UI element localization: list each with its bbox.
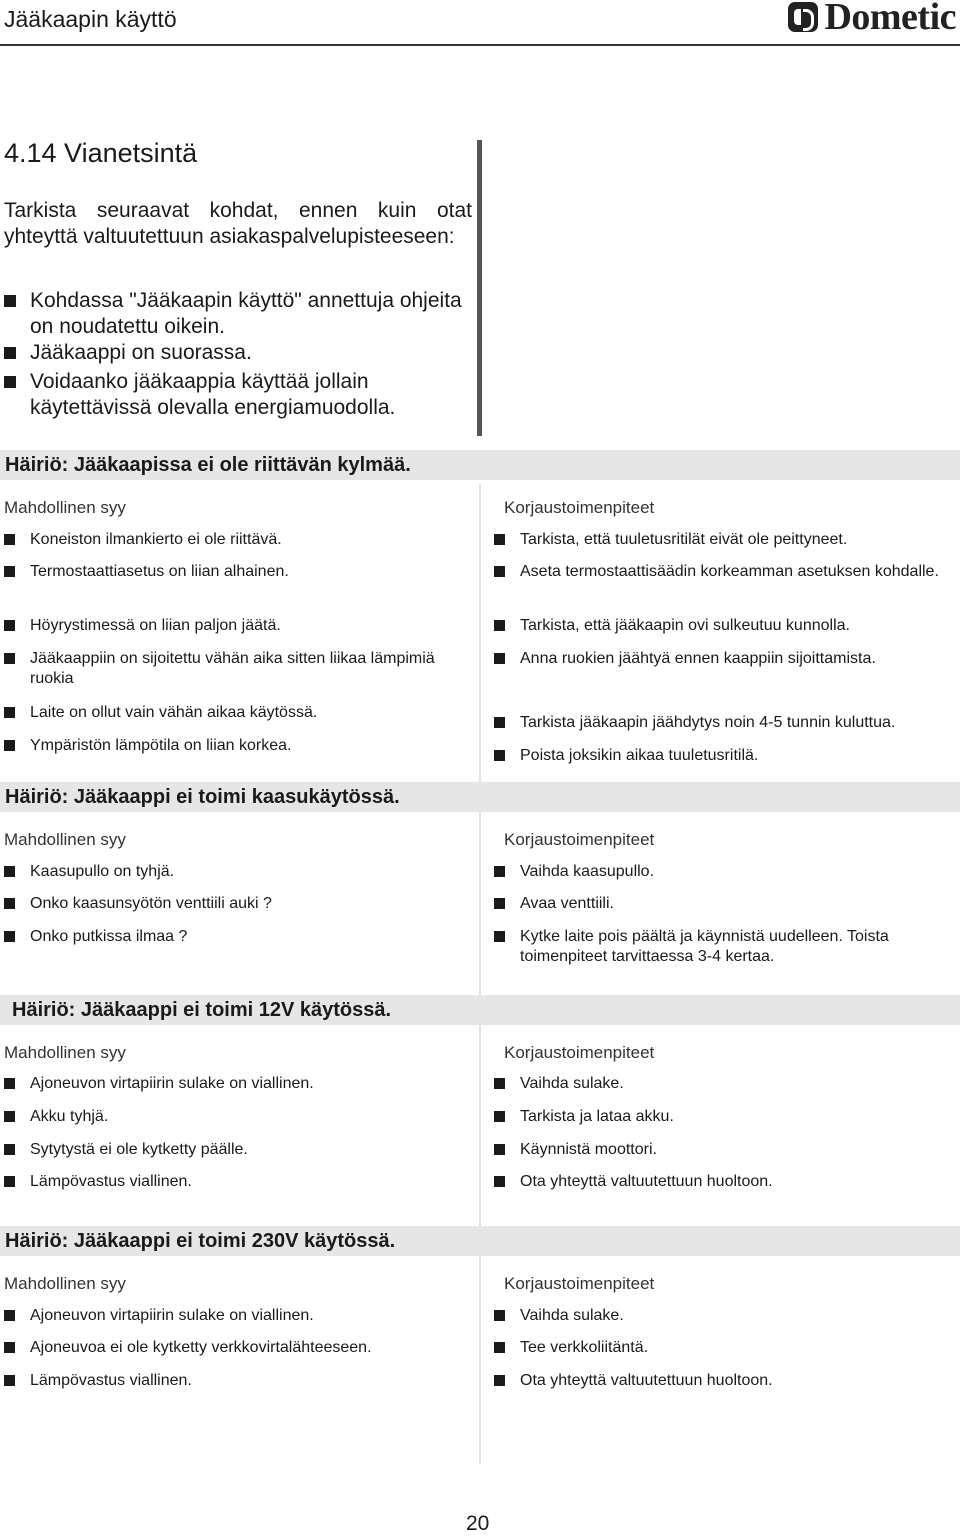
fault-heading-band <box>0 450 960 480</box>
fault-heading-band <box>0 995 960 1025</box>
cause-item: Termostaattiasetus on liian alhainen. <box>4 562 464 582</box>
cause-column-header: Mahdollinen syy <box>4 1043 126 1062</box>
fix-item: Vaihda sulake. <box>494 1074 956 1094</box>
fix-item: Tarkista, että jääkaapin ovi sulkeutuu kunnolla. <box>494 616 956 636</box>
fix-item: Ota yhteyttä valtuutettuun huoltoon. <box>494 1371 956 1391</box>
header-rule <box>0 44 960 46</box>
cause-item: Sytytystä ei ole kytketty päälle. <box>4 1140 464 1160</box>
cause-item: Laite on ollut vain vähän aikaa käytössä. <box>4 703 464 723</box>
bullet-square-icon <box>4 653 15 664</box>
bullet-square-icon <box>4 707 15 718</box>
bullet-square-icon <box>494 534 505 545</box>
fix-item: Kytke laite pois päältä ja käynnistä uudelleen. Toista toimenpiteet tarvittaessa 3-4 kertaa. <box>494 927 934 967</box>
fault-heading: Häiriö: Jääkaappi ei toimi 12V käytössä. <box>12 999 392 1021</box>
bullet-square-icon <box>4 534 15 545</box>
bullet-square-icon <box>4 1375 15 1386</box>
checklist-item: Jääkaappi on suorassa. <box>4 340 472 369</box>
bullet-square-icon <box>4 566 15 577</box>
change-bar <box>477 140 482 436</box>
cause-item: Ympäristön lämpötila on liian korkea. <box>4 736 464 756</box>
dometic-logo <box>788 0 956 38</box>
cause-item: Koneiston ilmankierto ei ole riittävä. <box>4 530 464 550</box>
fix-column-header: Korjaustoimenpiteet <box>504 1043 655 1062</box>
bullet-square-icon <box>494 1111 505 1122</box>
fix-item: Tarkista jääkaapin jäähdytys noin 4-5 tunnin kuluttua. <box>494 713 956 733</box>
cause-item: Onko putkissa ilmaa ? <box>4 927 464 947</box>
fix-column-header: Korjaustoimenpiteet <box>504 498 655 517</box>
bullet-square-icon <box>4 295 16 307</box>
cause-item: Akku tyhjä. <box>4 1107 464 1127</box>
bullet-square-icon <box>4 1310 15 1321</box>
bullet-square-icon <box>4 1176 15 1187</box>
bullet-square-icon <box>4 347 16 359</box>
fix-column-header: Korjaustoimenpiteet <box>504 1274 655 1293</box>
bullet-square-icon <box>494 1078 505 1089</box>
bullet-square-icon <box>494 898 505 909</box>
fix-item: Aseta termostaattisäädin korkeamman asetuksen kohdalle. <box>494 562 956 582</box>
bullet-square-icon <box>4 1078 15 1089</box>
fix-item: Avaa venttiili. <box>494 894 956 914</box>
cause-item: Onko kaasunsyötön venttiili auki ? <box>4 894 464 914</box>
bullet-square-icon <box>494 866 505 877</box>
fault-heading: Häiriö: Jääkaappi ei toimi 230V käytössä. <box>5 1230 396 1252</box>
bullet-square-icon <box>494 750 505 761</box>
bullet-square-icon <box>4 740 15 751</box>
cause-item: Ajoneuvon virtapiirin sulake on viallinen. <box>4 1306 464 1326</box>
bullet-square-icon <box>4 620 15 631</box>
bullet-square-icon <box>4 1111 15 1122</box>
bullet-square-icon <box>494 1176 505 1187</box>
bullet-square-icon <box>494 620 505 631</box>
checklist-item: Kohdassa "Jääkaapin käyttö" annettuja ohjeita on noudatettu oikein. <box>4 288 472 340</box>
fault-heading-band <box>0 782 960 812</box>
fix-item: Anna ruokien jäähtyä ennen kaappiin sijoittamista. <box>494 649 956 669</box>
cause-item: Lämpövastus viallinen. <box>4 1172 464 1192</box>
cause-column-header: Mahdollinen syy <box>4 1274 126 1293</box>
cause-item: Kaasupullo on tyhjä. <box>4 862 464 882</box>
intro-paragraph: Tarkista seuraavat kohdat, ennen kuin otat yhteyttä valtuutettuun asiakaspalvelupisteeseen: <box>4 199 472 248</box>
fault-heading: Häiriö: Jääkaappi ei toimi kaasukäytössä. <box>5 786 400 808</box>
bullet-square-icon <box>494 1144 505 1155</box>
bullet-square-icon <box>494 931 505 942</box>
fix-item: Tarkista ja lataa akku. <box>494 1107 956 1127</box>
bullet-square-icon <box>4 376 16 388</box>
bullet-square-icon <box>4 866 15 877</box>
fix-item: Poista joksikin aikaa tuuletusritilä. <box>494 746 956 766</box>
bullet-square-icon <box>494 717 505 728</box>
fault-heading-band <box>0 1226 960 1256</box>
cause-column-header: Mahdollinen syy <box>4 498 126 517</box>
fix-item: Tarkista, että tuuletusritilät eivät ole peittyneet. <box>494 530 956 550</box>
column-divider <box>479 484 481 1464</box>
bullet-square-icon <box>494 1342 505 1353</box>
dometic-logo-icon <box>788 2 818 32</box>
fix-item: Käynnistä moottori. <box>494 1140 956 1160</box>
cause-item: Ajoneuvon virtapiirin sulake on viallinen. <box>4 1074 464 1094</box>
fix-item: Ota yhteyttä valtuutettuun huoltoon. <box>494 1172 956 1192</box>
checklist-item: Voidaanko jääkaappia käyttää jollain käytettävissä olevalla energiamuodolla. <box>4 369 464 421</box>
checklist <box>4 288 472 421</box>
page-number: 20 <box>466 1512 490 1535</box>
section-title: 4.14 Vianetsintä <box>4 138 198 168</box>
bullet-square-icon <box>494 1375 505 1386</box>
page-header-title: Jääkaapin käyttö <box>4 6 177 32</box>
bullet-square-icon <box>494 1310 505 1321</box>
fix-column-header: Korjaustoimenpiteet <box>504 830 655 849</box>
bullet-square-icon <box>4 931 15 942</box>
bullet-square-icon <box>4 898 15 909</box>
fix-item: Vaihda kaasupullo. <box>494 862 956 882</box>
bullet-square-icon <box>4 1342 15 1353</box>
cause-item: Ajoneuvoa ei ole kytketty verkkovirtalähteeseen. <box>4 1338 464 1358</box>
dometic-logo-text: Dometic <box>824 0 956 38</box>
bullet-square-icon <box>4 1144 15 1155</box>
fix-item: Vaihda sulake. <box>494 1306 956 1326</box>
bullet-square-icon <box>494 653 505 664</box>
cause-column-header: Mahdollinen syy <box>4 830 126 849</box>
cause-item: Höyrystimessä on liian paljon jäätä. <box>4 616 464 636</box>
fix-item: Tee verkkoliitäntä. <box>494 1338 956 1358</box>
cause-item: Lämpövastus viallinen. <box>4 1371 464 1391</box>
cause-item: Jääkaappiin on sijoitettu vähän aika sitten liikaa lämpimiä ruokia <box>4 649 464 689</box>
fault-heading: Häiriö: Jääkaapissa ei ole riittävän kylmää. <box>5 454 411 476</box>
bullet-square-icon <box>494 566 505 577</box>
